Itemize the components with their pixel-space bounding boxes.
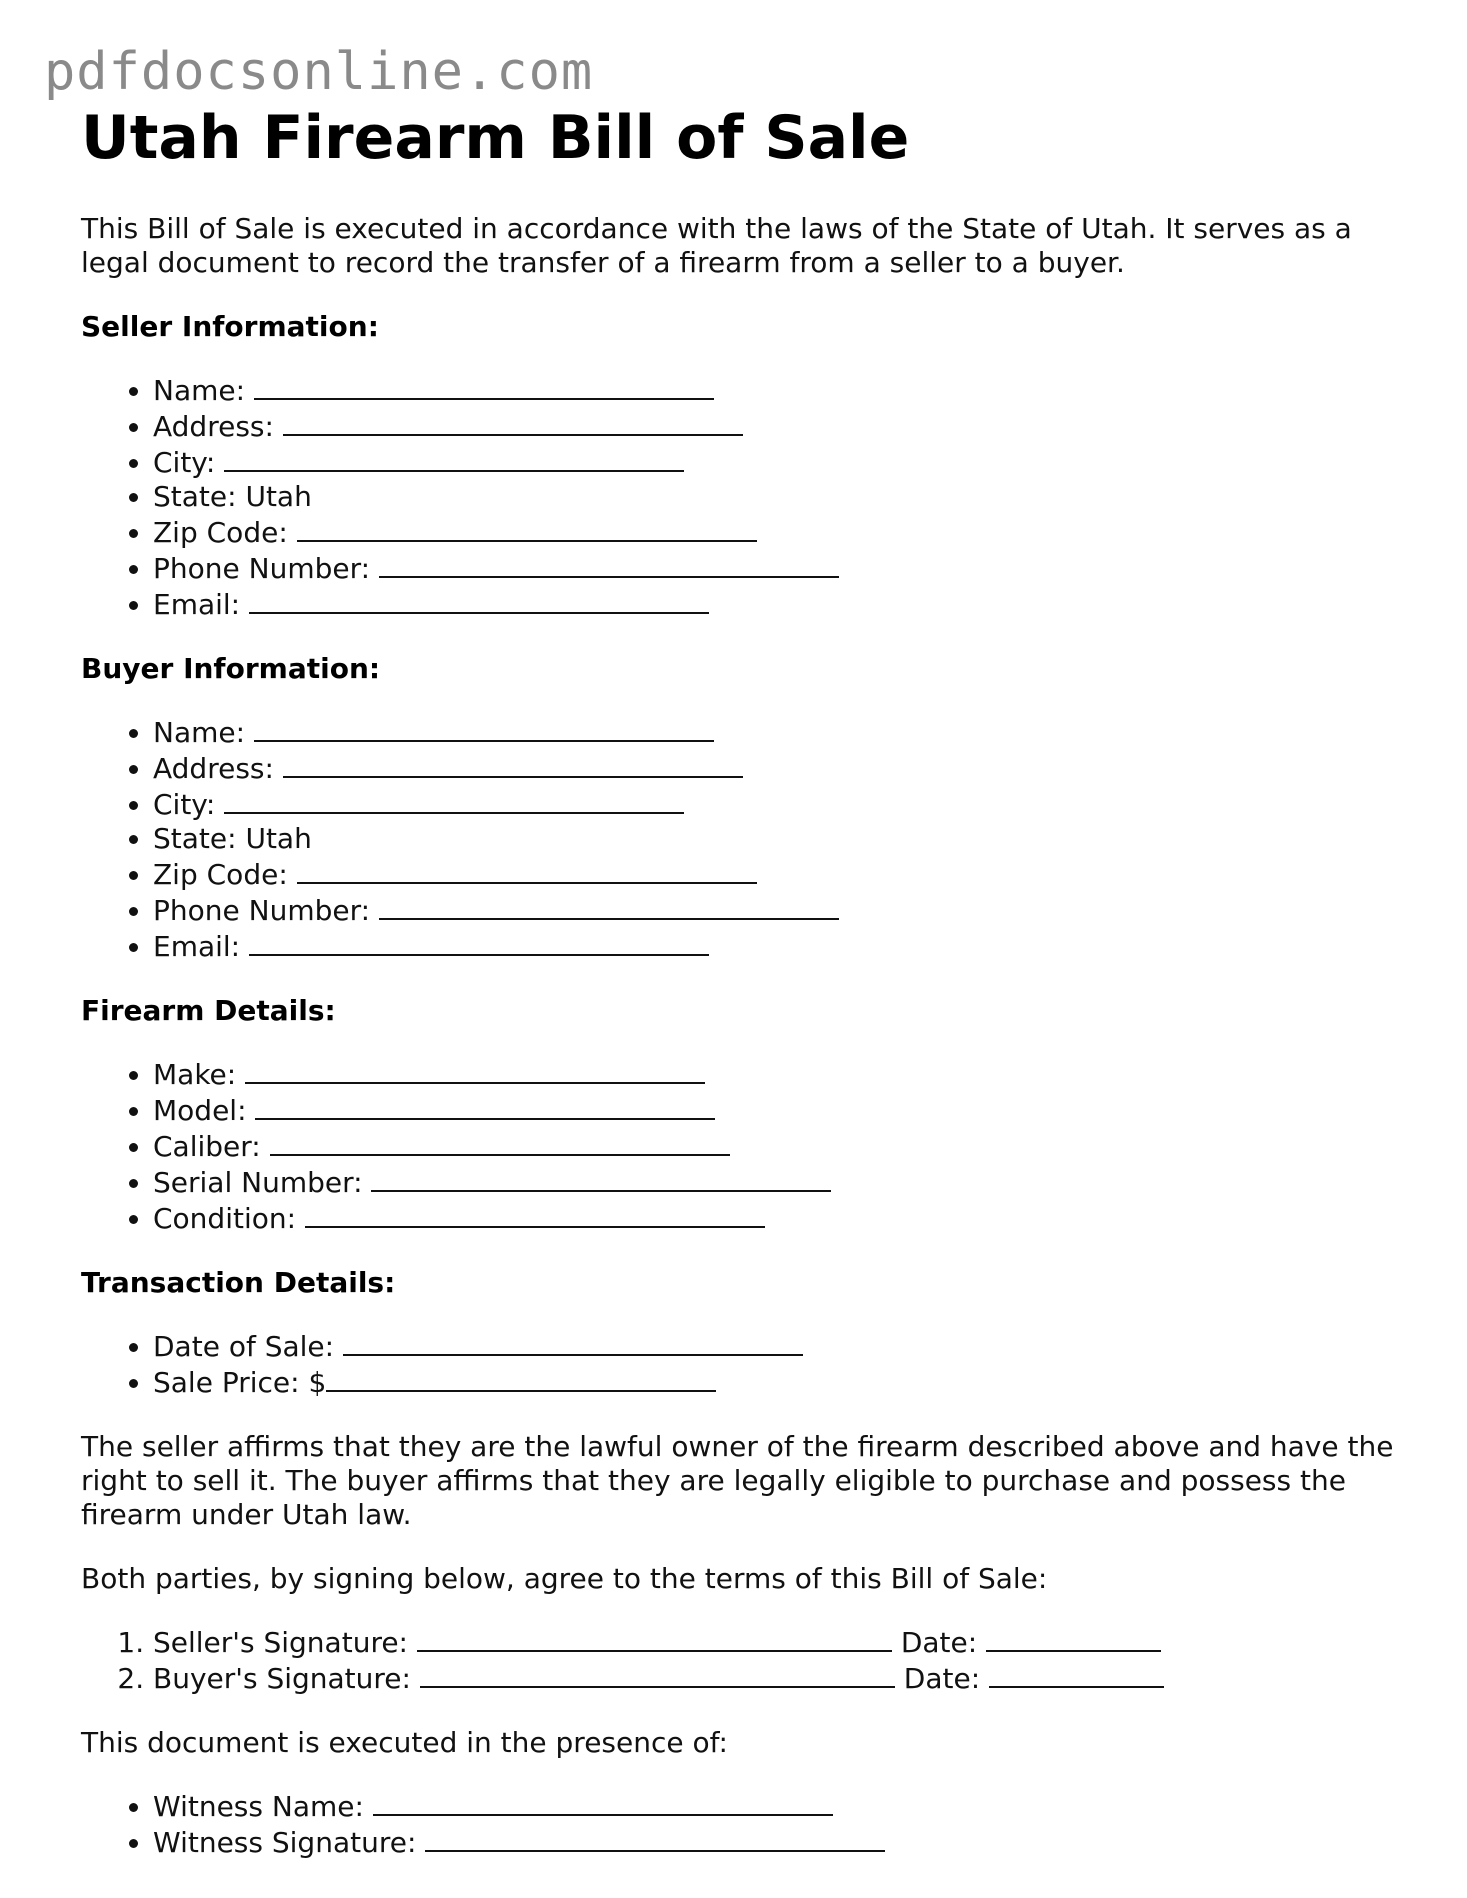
seller-city-line[interactable] xyxy=(224,444,684,472)
buyer-fields xyxy=(81,714,1411,964)
buyer-city-field xyxy=(153,786,1411,822)
transaction-price-line[interactable] xyxy=(326,1364,716,1392)
firearm-serial-line[interactable] xyxy=(371,1164,831,1192)
firearm-caliber-line[interactable] xyxy=(270,1128,730,1156)
firearm-serial-label: Serial Number: xyxy=(153,1166,363,1199)
buyer-address-label: Address: xyxy=(153,752,274,785)
firearm-model-field xyxy=(153,1092,1411,1128)
witness-name-line[interactable] xyxy=(373,1788,833,1816)
firearm-caliber-label: Caliber: xyxy=(153,1130,261,1163)
buyer-email-label: Email: xyxy=(153,930,241,963)
seller-zip-line[interactable] xyxy=(297,514,757,542)
seller-state-field xyxy=(153,480,1411,514)
firearm-condition-field xyxy=(153,1200,1411,1236)
firearm-make-label: Make: xyxy=(153,1058,237,1091)
transaction-heading: Transaction Details: xyxy=(81,1266,396,1299)
seller-email-field xyxy=(153,586,1411,622)
buyer-address-field xyxy=(153,750,1411,786)
transaction-date-field xyxy=(153,1328,1411,1364)
seller-city-field xyxy=(153,444,1411,480)
site-watermark: pdfdocsonline.com xyxy=(44,42,594,102)
buyer-address-line[interactable] xyxy=(283,750,743,778)
agreement-paragraph: Both parties, by signing below, agree to the terms of this Bill of Sale: xyxy=(81,1562,1048,1595)
seller-address-field xyxy=(153,408,1411,444)
buyer-signature-field xyxy=(153,1660,1411,1696)
seller-name-line[interactable] xyxy=(254,372,714,400)
buyer-name-line[interactable] xyxy=(254,714,714,742)
seller-address-label: Address: xyxy=(153,410,274,443)
affirmation-paragraph: The seller affirms that they are the lawful owner of the firearm described above and have the right to sell it. The buyer affirms that they are legally eligible to purchase and possess the firearm under Utah law. xyxy=(81,1430,1394,1531)
seller-date-label: Date: xyxy=(900,1626,978,1659)
firearm-condition-line[interactable] xyxy=(305,1200,765,1228)
buyer-date-label: Date: xyxy=(903,1662,981,1695)
buyer-zip-label: Zip Code: xyxy=(153,858,288,891)
buyer-zip-line[interactable] xyxy=(297,856,757,884)
seller-email-line[interactable] xyxy=(249,586,709,614)
witness-signature-field xyxy=(153,1824,1411,1860)
buyer-email-field xyxy=(153,928,1411,964)
buyer-signature-line[interactable] xyxy=(420,1660,895,1688)
seller-date-line[interactable] xyxy=(986,1624,1161,1652)
intro-paragraph: This Bill of Sale is executed in accordance with the laws of the State of Utah. It serves as a legal document to record the transfer of a firearm from a seller to a buyer. xyxy=(81,212,1352,279)
seller-signature-field xyxy=(153,1624,1411,1660)
witness-name-label: Witness Name: xyxy=(153,1790,364,1823)
firearm-fields xyxy=(81,1056,1411,1236)
seller-zip-field xyxy=(153,514,1411,550)
buyer-name-label: Name: xyxy=(153,716,246,749)
seller-address-line[interactable] xyxy=(283,408,743,436)
transaction-date-label: Date of Sale: xyxy=(153,1330,335,1363)
firearm-heading: Firearm Details: xyxy=(81,994,336,1027)
transaction-fields xyxy=(81,1328,1411,1400)
seller-phone-line[interactable] xyxy=(379,550,839,578)
witness-signature-label: Witness Signature: xyxy=(153,1826,417,1859)
seller-fields xyxy=(81,372,1411,622)
firearm-caliber-field xyxy=(153,1128,1411,1164)
firearm-model-line[interactable] xyxy=(255,1092,715,1120)
buyer-name-field xyxy=(153,714,1411,750)
firearm-make-line[interactable] xyxy=(245,1056,705,1084)
buyer-zip-field xyxy=(153,856,1411,892)
seller-state-text: State: Utah xyxy=(153,480,312,513)
seller-heading: Seller Information: xyxy=(81,310,379,343)
document-page xyxy=(81,100,1411,1860)
seller-zip-label: Zip Code: xyxy=(153,516,288,549)
buyer-city-label: City: xyxy=(153,788,216,821)
buyer-city-line[interactable] xyxy=(224,786,684,814)
firearm-serial-field xyxy=(153,1164,1411,1200)
buyer-state-field xyxy=(153,822,1411,856)
document-title: Utah Firearm Bill of Sale xyxy=(81,103,910,173)
transaction-price-field xyxy=(153,1364,1411,1400)
firearm-make-field xyxy=(153,1056,1411,1092)
seller-signature-label: Seller's Signature: xyxy=(153,1626,408,1659)
witness-fields xyxy=(81,1788,1411,1860)
buyer-signature-label: Buyer's Signature: xyxy=(153,1662,411,1695)
firearm-model-label: Model: xyxy=(153,1094,247,1127)
buyer-date-line[interactable] xyxy=(989,1660,1164,1688)
seller-phone-label: Phone Number: xyxy=(153,552,371,585)
transaction-date-line[interactable] xyxy=(343,1328,803,1356)
buyer-heading: Buyer Information: xyxy=(81,652,381,685)
signature-list xyxy=(81,1624,1411,1696)
buyer-state-text: State: Utah xyxy=(153,822,312,855)
transaction-price-label: Sale Price: $ xyxy=(153,1366,327,1399)
witness-name-field xyxy=(153,1788,1411,1824)
seller-city-label: City: xyxy=(153,446,216,479)
seller-name-label: Name: xyxy=(153,374,246,407)
buyer-phone-line[interactable] xyxy=(379,892,839,920)
seller-name-field xyxy=(153,372,1411,408)
seller-signature-line[interactable] xyxy=(417,1624,892,1652)
presence-paragraph: This document is executed in the presence of: xyxy=(81,1726,728,1759)
buyer-phone-field xyxy=(153,892,1411,928)
seller-email-label: Email: xyxy=(153,588,241,621)
buyer-phone-label: Phone Number: xyxy=(153,894,371,927)
firearm-condition-label: Condition: xyxy=(153,1202,297,1235)
witness-signature-line[interactable] xyxy=(425,1824,885,1852)
buyer-email-line[interactable] xyxy=(249,928,709,956)
seller-phone-field xyxy=(153,550,1411,586)
